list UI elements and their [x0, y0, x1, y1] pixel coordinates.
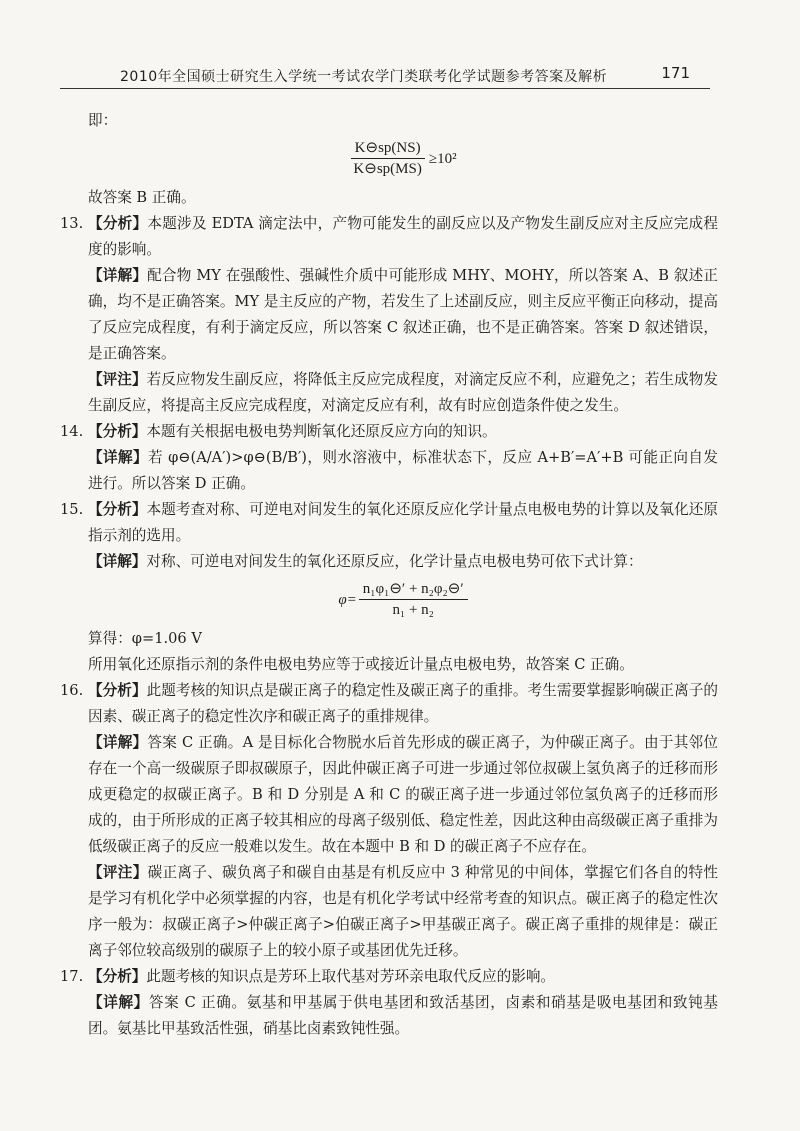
- question-13: [60, 211, 718, 419]
- detail-tag: 【详解】: [88, 994, 149, 1011]
- formula-denominator: K⊖sp(MS): [353, 161, 422, 177]
- question-14: [60, 419, 718, 497]
- formula-numerator: K⊖sp(NS): [351, 138, 425, 159]
- detail-text: 答案 C 正确。氨基和甲基属于供电基团和致活基团，卤素和硝基是吸电基团和致钝基团。氨基比甲基致活性强，硝基比卤素致钝性强。: [88, 994, 718, 1037]
- page-number: 171: [661, 64, 690, 82]
- question-17: [60, 964, 718, 1042]
- analysis-text: 本题有关根据电极电势判断氧化还原反应方向的知识。: [146, 423, 497, 440]
- question-number: 17.: [60, 968, 84, 985]
- page-header: [60, 60, 710, 89]
- analysis-tag: 【分析】: [88, 423, 147, 440]
- header-title: 2010年全国硕士研究生入学统一考试农学门类联考化学试题参考答案及解析: [120, 69, 608, 85]
- formula-relation: ≥10²: [428, 150, 457, 167]
- formula-denominator: n₁ + n₂: [392, 602, 434, 618]
- q15-result: 算得：φ=1.06 V: [88, 630, 202, 647]
- detail-tag: 【详解】: [88, 449, 149, 466]
- formula-numerator: n₁φ₁⊖′ + n₂φ₂⊖′: [359, 579, 468, 600]
- detail-text: 答案 C 正确。A 是目标化合物脱水后首先形成的碳正离子，为仲碳正离子。由于其邻位存在一个高一级碳原子即叔碳原子，因此仲碳正离子可进一步通过邻位叔碳上氢负离子的迁移而形成更稳定的叔碳正离子。B 和 D 分别是 A 和 C 的碳正离子进一步通过邻位氢负离子的迁移而形成的，由于所形成的正离子较其相应的母离子级别低、稳定性差，因此这种由高级碳正离子重排为低级碳正离子的反应一般难以发生。故在本题中 B 和 D 的碳正离子不应存在。: [88, 734, 718, 855]
- note-tag: 【评注】: [88, 864, 148, 881]
- question-number: 14.: [60, 423, 84, 440]
- detail-text: 若 φ⊖(A/A′)>φ⊖(B/B′)，则水溶液中，标准状态下，反应 A+B′=A′+B 可能正向自发进行。所以答案 D 正确。: [88, 449, 718, 492]
- question-15: [60, 497, 718, 575]
- formula-ksp-ratio: [88, 138, 718, 179]
- analysis-text: 此题考核的知识点是芳环上取代基对芳环亲电取代反应的影响。: [146, 968, 556, 985]
- detail-text: 对称、可逆电对间发生的氧化还原反应，化学计量点电极电势可依下式计算：: [146, 553, 643, 570]
- detail-tag: 【详解】: [88, 734, 148, 751]
- analysis-text: 本题考查对称、可逆电对间发生的氧化还原反应化学计量点电极电势的计算以及氧化还原指示剂的选用。: [88, 501, 718, 544]
- q12-conclusion: 故答案 B 正确。: [88, 189, 196, 206]
- q15-conclusion: 所用氧化还原指示剂的条件电极电势应等于或接近计量点电极电势，故答案 C 正确。: [88, 656, 634, 673]
- question-number: 15.: [60, 501, 84, 518]
- intro-text: 即：: [88, 112, 118, 129]
- detail-text: 配合物 MY 在强酸性、强碱性介质中可能形成 MHY、MOHY，所以答案 A、B 叙述正确，均不是正确答案。MY 是主反应的产物，若发生了上述副反应，则主反应平衡正向移动，提高了反应完成程度，有利于滴定反应，所以答案 C 叙述正确，也不是正确答案。答案 D 叙述错误，是正确答案。: [88, 267, 718, 362]
- note-text: 碳正离子、碳负离子和碳自由基是有机反应中 3 种常见的中间体，掌握它们各自的特性是学习有机化学中必须掌握的内容，也是有机化学考试中经常考查的知识点。碳正离子的稳定性次序一般为：叔碳正离子>仲碳正离子>伯碳正离子>甲基碳正离子。碳正离子重排的规律是：碳正离子邻位较高级别的碳原子上的较小原子或基团优先迁移。: [88, 864, 718, 959]
- analysis-text: 此题考核的知识点是碳正离子的稳定性及碳正离子的重排。考生需要掌握影响碳正离子的因素、碳正离子的稳定性次序和碳正离子的重排规律。: [88, 682, 718, 725]
- note-text: 若反应物发生副反应，将降低主反应完成程度，对滴定反应不利，应避免之；若生成物发生副反应，将提高主反应完成程度，对滴定反应有利，故有时应创造条件使之发生。: [88, 371, 718, 414]
- question-16: [60, 678, 718, 964]
- analysis-tag: 【分析】: [88, 215, 148, 232]
- analysis-text: 本题涉及 EDTA 滴定法中，产物可能发生的副反应以及产物发生副反应对主反应完成程度的影响。: [88, 215, 718, 258]
- detail-tag: 【详解】: [88, 553, 147, 570]
- analysis-tag: 【分析】: [88, 682, 147, 699]
- question-number: 16.: [60, 682, 84, 699]
- question-number: 13.: [60, 215, 84, 232]
- page-content: [60, 108, 718, 1042]
- analysis-tag: 【分析】: [88, 968, 147, 985]
- formula-lhs: φ=: [338, 591, 357, 608]
- analysis-tag: 【分析】: [88, 501, 147, 518]
- detail-tag: 【详解】: [88, 267, 148, 284]
- note-tag: 【评注】: [88, 371, 147, 388]
- formula-equivalence-potential: [88, 579, 718, 620]
